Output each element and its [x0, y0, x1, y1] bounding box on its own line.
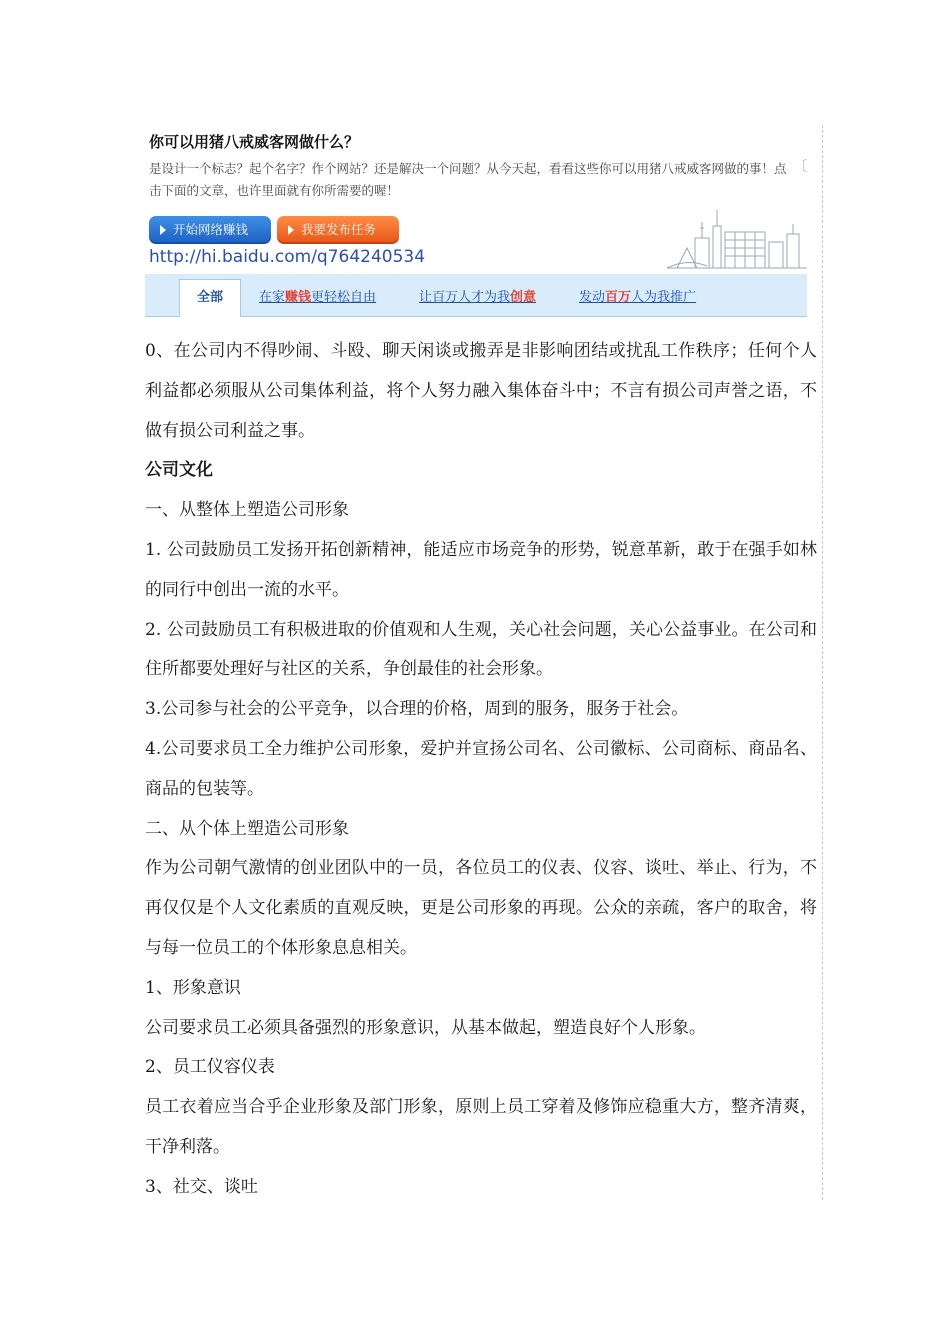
subheading-image-awareness: 1、形象意识	[145, 977, 241, 998]
category-tab-bar	[145, 274, 807, 317]
play-arrow-icon	[288, 225, 294, 235]
tab-promotion[interactable]	[579, 286, 696, 305]
heading-company-culture: 公司文化	[145, 460, 213, 481]
tab-all[interactable]: 全部	[179, 279, 241, 317]
paragraph-individual-image: 作为公司朝气激情的创业团队中的一员，各位员工的仪表、仪容、谈吐、举止、行为，不再仅仅是个人文化素质的直观反映，更是公司形象的再现。公众的亲疏，客户的取舍，将与每一位员工的个体形象息息相关。	[145, 858, 817, 958]
list-item-1: 1. 公司鼓励员工发扬开拓创新精神，能适应市场竞争的形势，锐意革新，敢于在强手如林的同行中创出一流的水平。	[145, 539, 817, 600]
city-skyline-illustration	[667, 208, 807, 274]
margin-rule	[822, 125, 823, 1200]
tab-text: 更轻松自由	[311, 290, 377, 305]
publish-task-button[interactable]	[277, 216, 399, 244]
zhubajie-banner	[145, 126, 807, 318]
section-heading-individual: 二、从个体上塑造公司形象	[145, 818, 349, 839]
banner-title: 你可以用猪八戒威客网做什么？	[149, 133, 360, 151]
list-item-2: 2. 公司鼓励员工有积极进取的价值观和人生观，关心社会问题，关心公益事业。在公司和住所都要处理好与社区的关系，争创最佳的社会形象。	[145, 619, 817, 680]
list-item-3: 3.公司参与社会的公平竞争，以合理的价格，周到的服务，服务于社会。	[145, 699, 689, 720]
tab-text: 在家	[259, 290, 286, 305]
subheading-appearance: 2、员工仪容仪表	[145, 1057, 275, 1078]
document-body	[145, 332, 817, 1208]
section-heading-overall: 一、从整体上塑造公司形象	[145, 500, 349, 521]
tab-highlight: 百万	[605, 290, 632, 305]
banner-description: 是设计一个标志？起个名字？作个网站？还是解决一个问题？从今天起，看看这些你可以用猪八戒威客网做的事！点击下面的文章，也许里面就有你所需要的喔！	[149, 161, 787, 198]
start-earning-button[interactable]	[149, 216, 271, 244]
tab-creative-talent[interactable]	[419, 286, 536, 305]
publish-task-label: 我要发布任务	[301, 222, 377, 237]
subheading-social-speech: 3、社交、谈吐	[145, 1176, 258, 1197]
paragraph-rule-0: 0、在公司内不得吵闹、斗殴、聊天闲谈或搬弄是非影响团结或扰乱工作秩序；任何个人利益都必须服从公司集体利益，将个人努力融入集体奋斗中；不言有损公司声誉之语，不做有损公司利益之事。	[145, 341, 817, 441]
tab-earn-at-home[interactable]	[259, 286, 376, 305]
play-arrow-icon	[160, 225, 166, 235]
tab-text: 发动	[579, 290, 606, 305]
tab-highlight: 赚钱	[285, 290, 312, 305]
banner-url[interactable]: http://hi.baidu.com/q764240534	[149, 247, 426, 267]
paragraph-appearance: 员工衣着应当合乎企业形象及部门形象，原则上员工穿着及修饰应稳重大方，整齐清爽，干净利落。	[145, 1097, 817, 1157]
tab-text: 让百万人才为我	[419, 290, 511, 305]
tab-highlight: 创意	[510, 290, 537, 305]
list-item-4: 4.公司要求员工全力维护公司形象，爱护并宣扬公司名、公司徽标、公司商标、商品名、商品的包装等。	[145, 738, 817, 799]
tab-text: 人为我推广	[631, 290, 697, 305]
paragraph-image-awareness: 公司要求员工必须具备强烈的形象意识，从基本做起，塑造良好个人形象。	[145, 1017, 706, 1038]
start-earning-label: 开始网络赚钱	[173, 222, 249, 237]
quote-mark: 〔	[793, 159, 807, 175]
